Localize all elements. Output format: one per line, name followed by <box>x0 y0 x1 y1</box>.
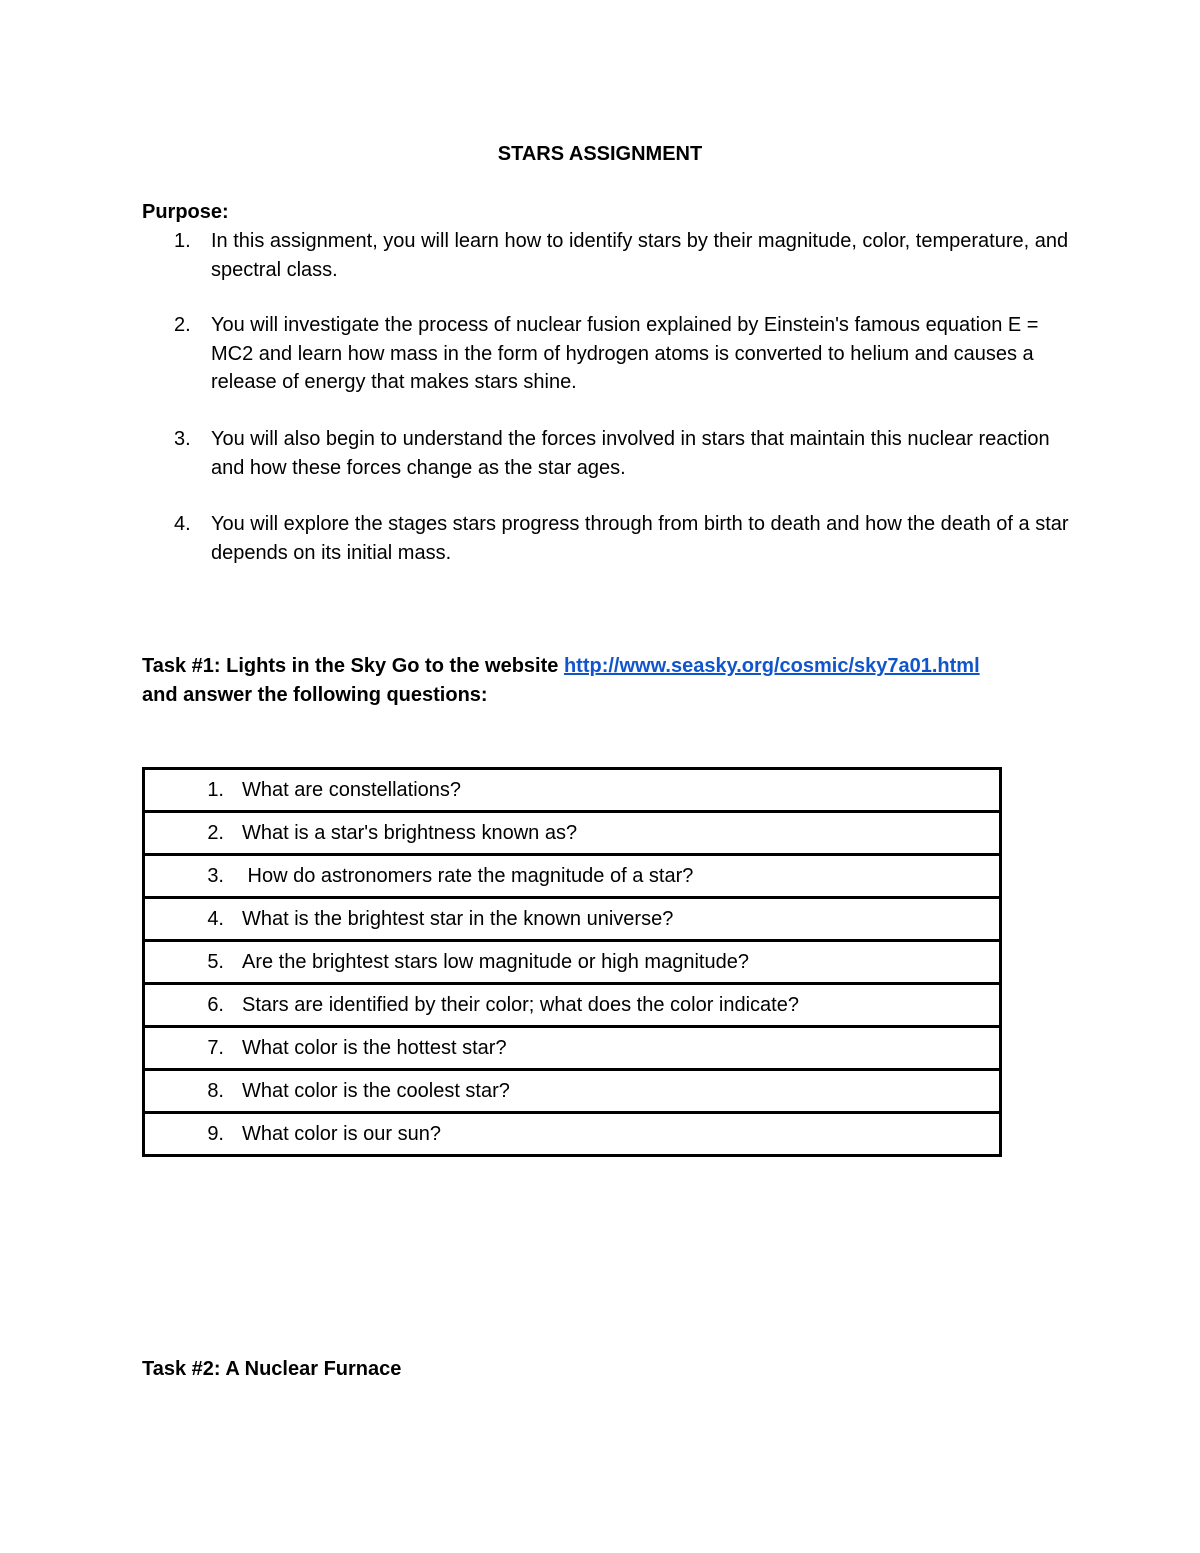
question-number: 4. <box>207 908 224 930</box>
question-text: What is the brightest star in the known universe? <box>242 908 674 930</box>
purpose-item-number: 3. <box>174 428 191 450</box>
page-title: STARS ASSIGNMENT <box>497 143 703 165</box>
task2-heading: Task #2: A Nuclear Furnace <box>142 1358 402 1380</box>
question-text: What color is the hottest star? <box>242 1037 507 1059</box>
purpose-item-text: In this assignment, you will learn how to identify stars by their magnitude, color, temperature, and spectral class. <box>211 230 1069 281</box>
question-text: What are constellations? <box>242 779 462 801</box>
question-cell[interactable] <box>144 984 1001 1027</box>
question-text: What is a star's brightness known as? <box>242 822 578 844</box>
question-cell[interactable] <box>144 1070 1001 1113</box>
question-row <box>144 898 1001 941</box>
question-cell[interactable] <box>144 898 1001 941</box>
question-row <box>144 941 1001 984</box>
question-text: What color is our sun? <box>242 1123 441 1145</box>
question-cell[interactable] <box>144 1113 1001 1156</box>
task1-website-link[interactable]: http://www.seasky.org/cosmic/sky7a01.html <box>563 655 980 677</box>
purpose-item-number: 4. <box>174 513 191 535</box>
question-number: 7. <box>207 1037 224 1059</box>
question-row <box>144 855 1001 898</box>
question-row <box>144 1113 1001 1156</box>
question-cell[interactable] <box>144 855 1001 898</box>
questions-table <box>142 767 1002 1157</box>
purpose-heading: Purpose: <box>142 201 229 223</box>
question-row <box>144 984 1001 1027</box>
purpose-item-text: You will also begin to understand the forces involved in stars that maintain this nuclear reaction and how these forces change as the star ages. <box>211 428 1050 479</box>
question-text: What color is the coolest star? <box>242 1080 510 1102</box>
purpose-item-number: 2. <box>174 314 191 336</box>
question-row <box>144 1027 1001 1070</box>
question-row <box>144 812 1001 855</box>
question-number: 3. <box>207 865 224 887</box>
task1-prefix: Task #1: Lights in the Sky Go to the website <box>142 655 564 677</box>
question-number: 2. <box>207 822 224 844</box>
question-number: 9. <box>207 1123 224 1145</box>
question-cell[interactable] <box>144 812 1001 855</box>
question-cell[interactable] <box>144 769 1001 812</box>
question-cell[interactable] <box>144 941 1001 984</box>
purpose-item-number: 1. <box>174 230 191 252</box>
question-text: How do astronomers rate the magnitude of a star? <box>242 865 694 887</box>
question-number: 1. <box>207 779 224 801</box>
question-number: 6. <box>207 994 224 1016</box>
purpose-item-text: You will investigate the process of nuclear fusion explained by Einstein's famous equation E = MC2 and learn how mass in the form of hydrogen atoms is converted to helium and causes a release of energy that makes stars shine. <box>211 314 1039 393</box>
question-number: 8. <box>207 1080 224 1102</box>
task1-suffix: and answer the following questions: <box>142 683 488 706</box>
question-number: 5. <box>207 951 224 973</box>
question-row <box>144 1070 1001 1113</box>
task1-heading <box>142 652 1082 709</box>
purpose-item-text: You will explore the stages stars progress through from birth to death and how the death of a star depends on its initial mass. <box>211 513 1069 564</box>
question-text: Are the brightest stars low magnitude or high magnitude? <box>242 951 749 973</box>
question-cell[interactable] <box>144 1027 1001 1070</box>
question-row <box>144 769 1001 812</box>
question-text: Stars are identified by their color; what does the color indicate? <box>242 994 799 1016</box>
